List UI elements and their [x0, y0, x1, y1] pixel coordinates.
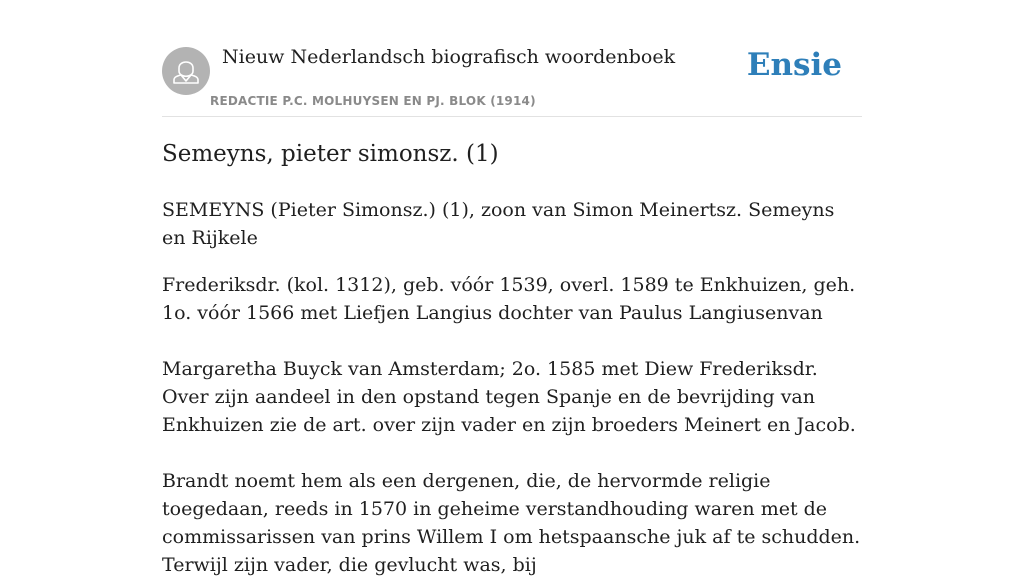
- page-header: [162, 0, 862, 117]
- book-title[interactable]: Nieuw Nederlandsch biografisch woordenboek: [222, 46, 676, 68]
- book-subtitle: REDACTIE P.C. MOLHUYSEN EN PJ. BLOK (1914): [210, 94, 536, 108]
- ensie-logo[interactable]: Ensie: [746, 47, 842, 83]
- article-paragraph: Brandt noemt hem als een dergenen, die, de hervormde religie toegedaan, reeds in 1570 in geheime verstandhouding waren met de commissarissen van prins Willem I om hetspaansche juk af te schudden. Terwijl zijn vader, die gevlucht was, bij: [162, 470, 861, 576]
- article: [162, 136, 862, 579]
- article-paragraph: Margaretha Buyck van Amsterdam; 2o. 1585 met Diew Frederiksdr. Over zijn aandeel in den opstand tegen Spanje en de bevrijding van Enkhuizen zie de art. over zijn vader en zijn broeders Meinert en Jacob.: [162, 358, 856, 436]
- article-title: Semeyns, pieter simonsz. (1): [162, 141, 499, 167]
- user-placeholder-icon: [162, 47, 210, 95]
- article-paragraph: SEMEYNS (Pieter Simonsz.) (1), zoon van Simon Meinertsz. Semeyns en Rijkele: [162, 199, 835, 249]
- article-paragraph: Frederiksdr. (kol. 1312), geb. vóór 1539, overl. 1589 te Enkhuizen, geh. 1o. vóór 1566 met Liefjen Langius dochter van Paulus Langiusenvan: [162, 274, 856, 324]
